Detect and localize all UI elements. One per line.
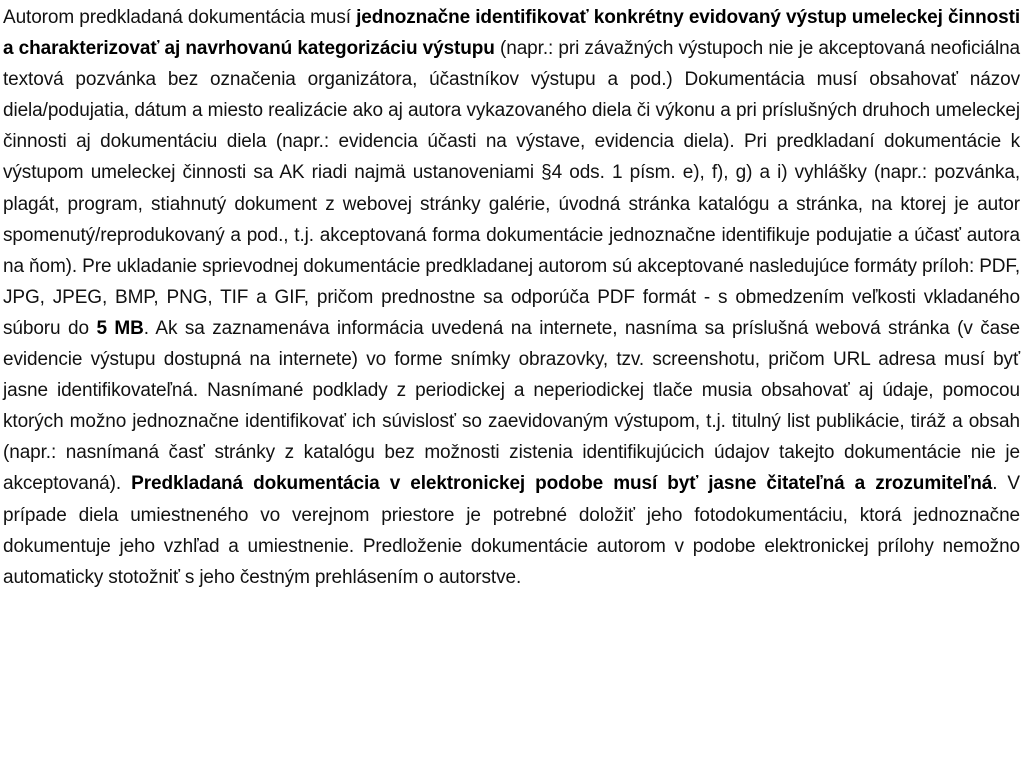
bold-text-run: Predkladaná dokumentácia v elektronickej podobe musí byť jasne čitateľná a zrozumiteľná xyxy=(131,473,993,495)
text-run: Autorom predkladaná dokumentácia musí xyxy=(3,7,357,28)
text-run: . Ak sa zaznamenáva informácia uvedená na internete, nasníma sa príslušná webová stránka (v čase evidencie výstupu dostupná na internete) vo forme snímky obrazovky, tzv. screenshotu, pričom URL adresa musí byť jasne identifikovateľná. Nasnímané podklady z periodickej a neperiodickej tlače musia obsahovať aj údaje, pomocou ktorých možno jednoznačne identifikovať ich súvislosť so zaevidovaným výstupom, t.j. titulný list publikácie, tiráž a obsah (napr.: nasnímaná časť stránky z katalógu bez možnosti zistenia identifikujúcich údajov takejto dokumentácie nie je akceptovaná). xyxy=(3,317,1021,495)
bold-text-run: 5 MB xyxy=(96,317,144,339)
text-run: . V prípade diela umiestneného vo verejnom priestore je potrebné doložiť jeho fotodokumentáciu, ktorá jednoznačne dokumentuje jeho vzhľad a umiestnenie. Predloženie dokumentácie autorom v podobe elektronickej prílohy nemožno automaticky stotožniť s jeho čestným prehlásením o autorstve. xyxy=(3,473,1020,588)
bold-text-run: jednoznačne identifikovať konkrétny evidovaný výstup umeleckej činnosti a charakterizovať aj navrhovanú kategorizáciu výstupu xyxy=(3,7,1020,60)
document-paragraph xyxy=(3,2,1020,593)
text-run: (napr.: pri závažných výstupoch nie je akceptovaná neoficiálna textová pozvánka bez označenia organizátora, účastníkov výstupu a pod.) Dokumentácia musí obsahovať názov diela/podujatia, dátum a miesto realizácie ako aj autora vykazovaného diela či výkonu a pri príslušných druhoch umeleckej činnosti aj dokumentáciu diela (napr.: evidencia účasti na výstave, evidencia diela). Pri predkladaní dokumentácie k výstupom umeleckej činnosti sa AK riadi najmä ustanoveniami §4 ods. 1 písm. e), f), g) a i) vyhlášky (napr.: pozvánka, plagát, program, stiahnutý dokument z webovej stránky galérie, úvodná stránka katalógu a stránka, na ktorej je autor spomenutý/reprodukovaný a pod., t.j. akceptovaná forma dokumentácie jednoznačne identifikuje podujatie a účasť autora na ňom). Pre ukladanie sprievodnej dokumentácie predkladanej autorom sú akceptované nasledujúce formáty príloh: PDF, JPG, JPEG, BMP, PNG, TIF a GIF, pričom prednostne sa odporúča PDF formát - s obmedzením veľkosti vkladaného súboru do xyxy=(3,38,1021,339)
